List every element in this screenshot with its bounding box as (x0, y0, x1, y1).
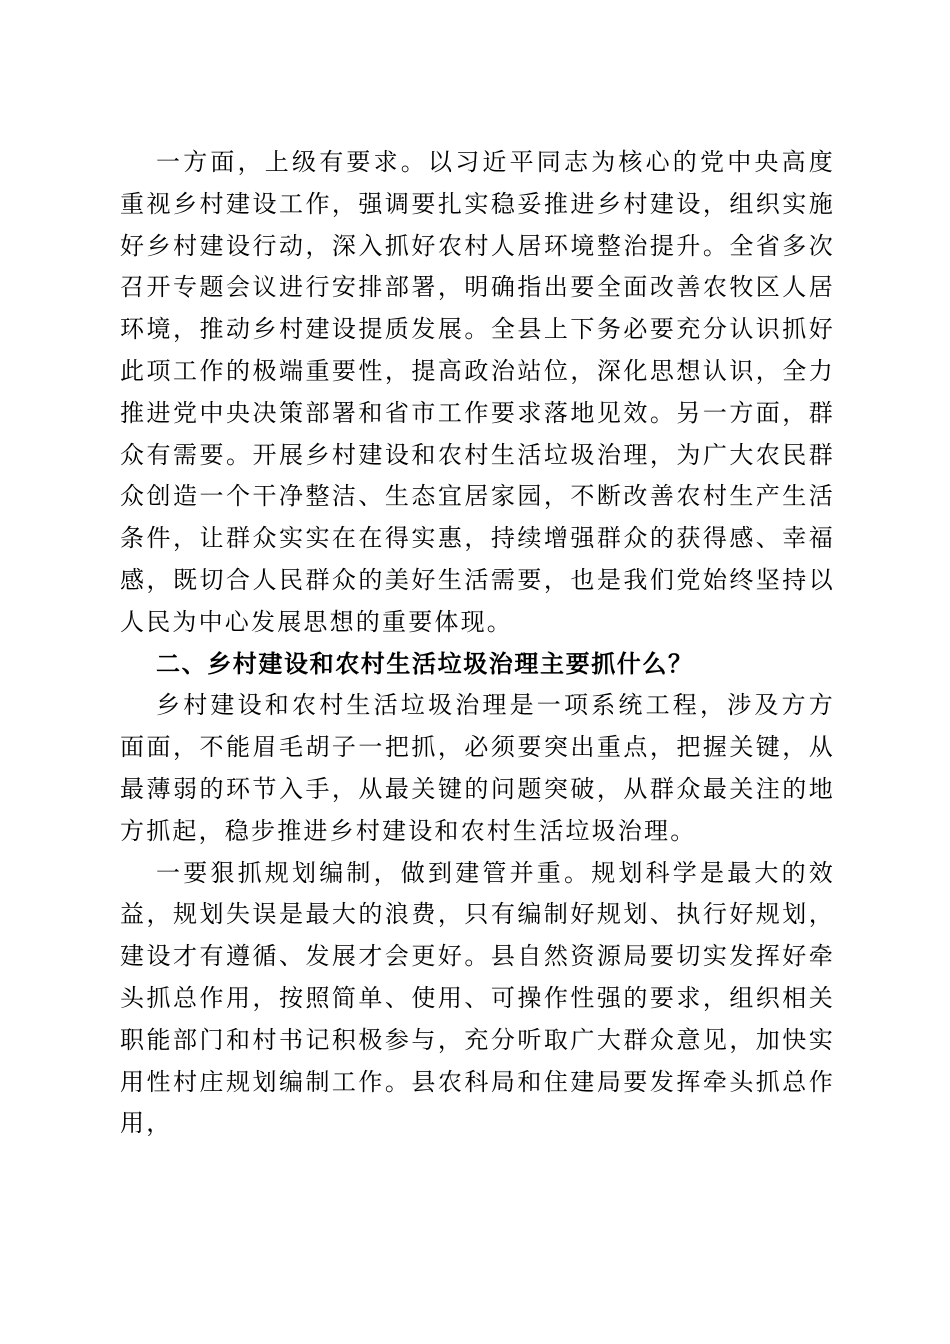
paragraph-planning: 一要狠抓规划编制，做到建管并重。规划科学是最大的效益，规划失误是最大的浪费，只有编制好规划、执行好规划，建设才有遵循、发展才会更好。县自然资源局要切实发挥好牵头抓总作用，按照简单、使用、可操作性强的要求，组织相关职能部门和村书记积极参与，充分听取广大群众意见，加快实用性村庄规划编制工作。县农科局和住建局要发挥牵头抓总作用， (120, 858, 835, 1138)
paragraph-system-engineering: 乡村建设和农村生活垃圾治理是一项系统工程，涉及方方面面，不能眉毛胡子一把抓，必须要突出重点，把握关键，从最薄弱的环节入手，从最关键的问题突破，从群众最关注的地方抓起，稳步推进乡村建设和农村生活垃圾治理。 (120, 691, 835, 845)
section-heading-2: 二、乡村建设和农村生活垃圾治理主要抓什么？ (156, 649, 694, 678)
document-body (120, 142, 835, 1145)
paragraph-upper-requirements: 一方面，上级有要求。以习近平同志为核心的党中央高度重视乡村建设工作，强调要扎实稳妥推进乡村建设，组织实施好乡村建设行动，深入抓好农村人居环境整治提升。全省多次召开专题会议进行安排部署，明确指出要全面改善农牧区人居环境，推动乡村建设提质发展。全县上下务必要充分认识抓好此项工作的极端重要性，提高政治站位，深化思想认识，全力推进党中央决策部署和省市工作要求落地见效。另一方面，群众有需要。开展乡村建设和农村生活垃圾治理，为广大农民群众创造一个干净整洁、生态宜居家园，不断改善农村生产生活条件，让群众实实在在得实惠，持续增强群众的获得感、幸福感，既切合人民群众的美好生活需要，也是我们党始终坚持以人民为中心发展思想的重要体现。 (120, 148, 835, 636)
